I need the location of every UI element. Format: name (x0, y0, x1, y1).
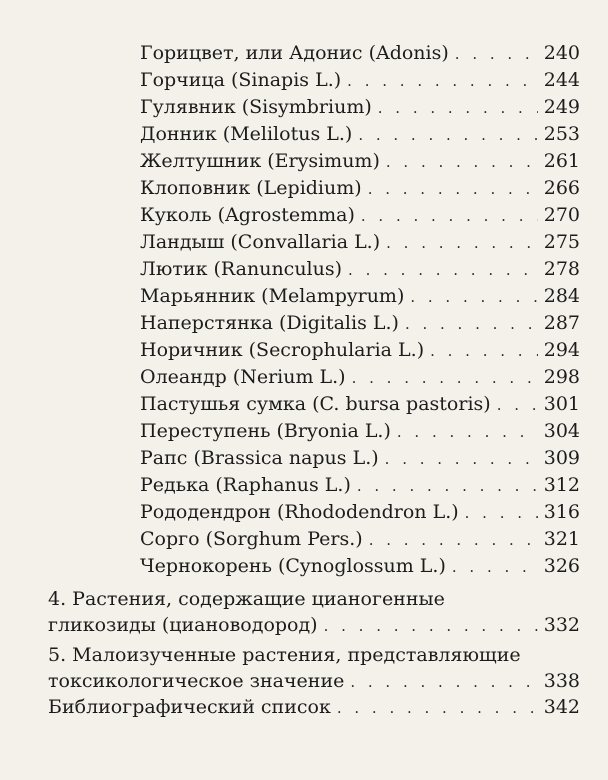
leader-dots (385, 446, 538, 472)
leader-dots (357, 473, 538, 499)
toc-entry-page: 316 (543, 501, 580, 523)
toc-entry-title: Желтушник (Erysimum) (140, 150, 380, 172)
toc-entry-page: 240 (543, 42, 580, 64)
leader-dots (397, 419, 538, 445)
toc-entry-title: Гулявник (Sisymbrium) (140, 96, 372, 118)
toc-entry-title: Пастушья сумка (C. bursa pastoris) (140, 393, 491, 415)
toc-entry (140, 553, 580, 580)
toc-entry-page: 284 (543, 285, 580, 307)
toc-entry-page: 261 (543, 150, 580, 172)
toc-entry (140, 121, 580, 148)
section-title: гликозиды (циановодород) (48, 614, 318, 636)
toc-entry (140, 526, 580, 553)
section-page: 332 (543, 614, 580, 636)
leader-dots (465, 500, 538, 526)
section-entry (48, 668, 580, 695)
toc-entry (140, 391, 580, 418)
toc-entry-page: 287 (543, 312, 580, 334)
leader-dots (452, 554, 538, 580)
toc-entry-page: 326 (543, 555, 580, 577)
toc-entry-title: Лютик (Ranunculus) (140, 258, 343, 280)
toc-entry-title: Редька (Raphanus L.) (140, 474, 351, 496)
toc-entry-title: Ландыш (Convallaria L.) (140, 231, 381, 253)
toc-entry-page: 249 (543, 96, 580, 118)
section-entry (48, 694, 580, 721)
toc-entry-title: Норичник (Secrophularia L.) (140, 339, 425, 361)
leader-dots (386, 230, 538, 256)
section-page: 338 (543, 670, 580, 692)
leader-dots (497, 392, 538, 418)
toc-entry-title: Рапс (Brassica napus L.) (140, 447, 379, 469)
toc-entry (140, 148, 580, 175)
leader-dots (378, 95, 538, 121)
toc-entry-page: 253 (543, 123, 580, 145)
toc-entry-page: 266 (543, 177, 580, 199)
toc-entry-title: Куколь (Agrostemma) (140, 204, 355, 226)
toc-entry-page: 278 (543, 258, 580, 280)
section-entry (48, 612, 580, 639)
toc-entry-title: Горицвет, или Адонис (Adonis) (140, 42, 449, 64)
toc-entry-page: 304 (543, 420, 580, 442)
toc-entry (140, 283, 580, 310)
toc-entry-title: Горчица (Sinapis L.) (140, 69, 342, 91)
section-page: 342 (543, 696, 580, 718)
toc-entry-page: 321 (543, 528, 580, 550)
leader-dots (410, 284, 537, 310)
leader-dots (369, 527, 538, 553)
toc-entry (140, 445, 580, 472)
leader-dots (386, 149, 538, 175)
section-title-line: 4. Растения, содержащие цианогенные (48, 588, 445, 610)
leader-dots (368, 176, 538, 202)
toc-entry-title: Наперстянка (Digitalis L.) (140, 312, 399, 334)
leader-dots (405, 311, 538, 337)
leader-dots (352, 365, 538, 391)
toc-entry-title: Марьянник (Melampyrum) (140, 285, 405, 307)
toc-entry (140, 67, 580, 94)
toc-entry-title: Клоповник (Lepidium) (140, 177, 362, 199)
toc-entry (140, 499, 580, 526)
toc-entry-title: Рододендрон (Rhododendron L.) (140, 501, 459, 523)
leader-dots (324, 613, 538, 639)
toc-entry-title: Чернокорень (Cynoglossum L.) (140, 555, 446, 577)
toc-entry (140, 310, 580, 337)
toc-entry (140, 40, 580, 67)
toc-entry-page: 309 (543, 447, 580, 469)
leader-dots (358, 122, 537, 148)
toc-entry-title: Донник (Melilotus L.) (140, 123, 353, 145)
toc-entry (140, 418, 580, 445)
toc-entry (140, 229, 580, 256)
section-title: токсикологическое значение (48, 670, 345, 692)
toc-entry (140, 337, 580, 364)
leader-dots (455, 41, 538, 67)
toc-entry (140, 472, 580, 499)
toc-entry-page: 275 (543, 231, 580, 253)
toc-entry (140, 202, 580, 229)
toc-entry-title: Переступень (Bryonia L.) (140, 420, 391, 442)
toc-entry (140, 175, 580, 202)
toc-entry (140, 256, 580, 283)
toc-entry (140, 364, 580, 391)
toc-entry-page: 298 (543, 366, 580, 388)
toc-entry (140, 94, 580, 121)
leader-dots (361, 203, 538, 229)
toc-entry-page: 312 (543, 474, 580, 496)
leader-dots (347, 68, 538, 94)
toc-entry-page: 301 (543, 393, 580, 415)
toc-entry-page: 244 (543, 69, 580, 91)
toc-entry-page: 294 (543, 339, 580, 361)
toc-entry-page: 270 (543, 204, 580, 226)
leader-dots (430, 338, 538, 364)
toc-entry-title: Олеандр (Nerium L.) (140, 366, 346, 388)
section-title: Библиографический список (48, 696, 331, 718)
leader-dots (348, 257, 538, 283)
leader-dots (350, 669, 537, 695)
leader-dots (337, 695, 538, 721)
toc-entry-title: Сорго (Sorghum Pers.) (140, 528, 363, 550)
section-title-line: 5. Малоизученные растения, представляющие (48, 644, 521, 666)
